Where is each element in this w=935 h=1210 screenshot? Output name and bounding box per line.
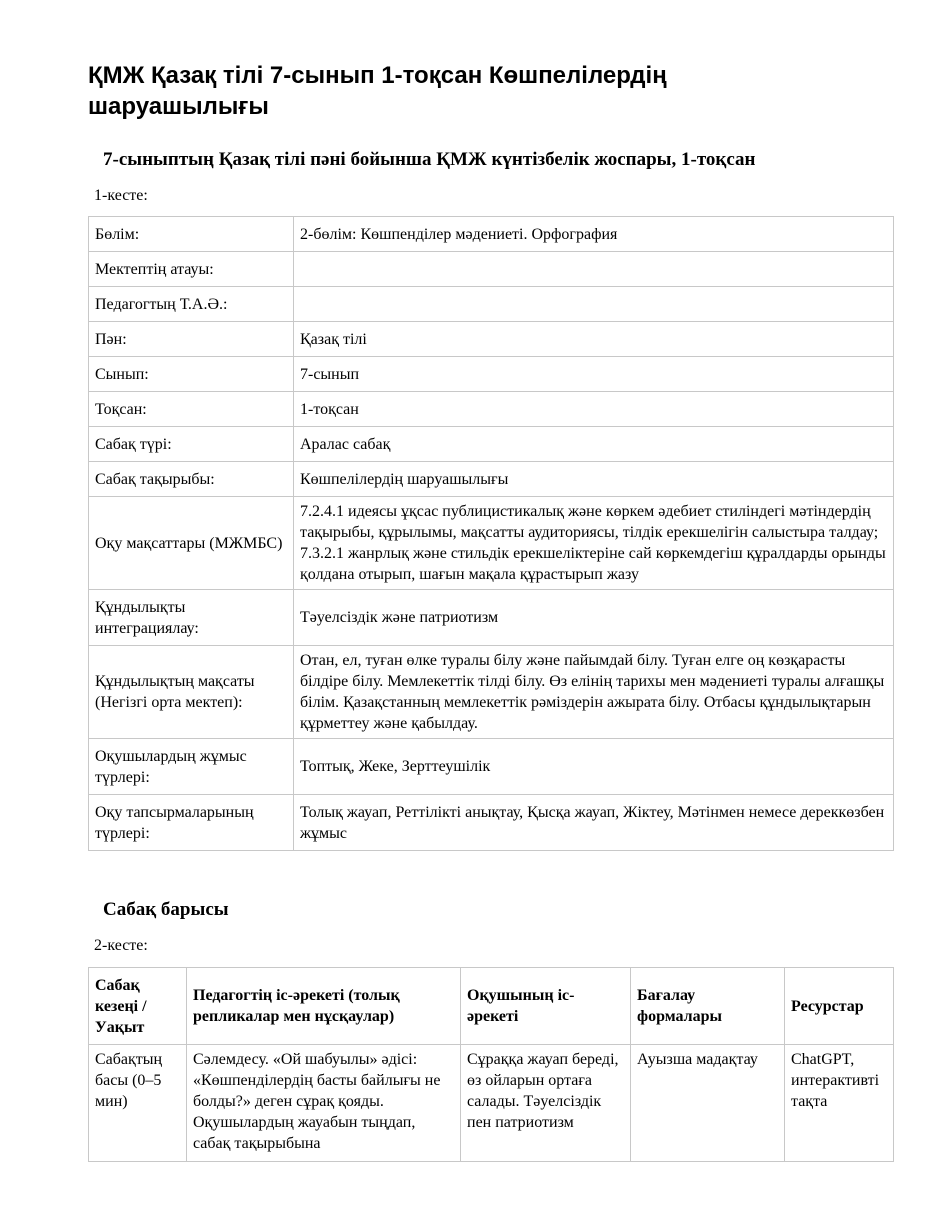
table-row bbox=[89, 217, 894, 252]
table-row bbox=[89, 357, 894, 392]
column-header-stage: Сабақ кезеңі / Уақыт bbox=[89, 968, 187, 1045]
row-label: Оқу мақсаттары (МЖМБС) bbox=[89, 497, 294, 590]
column-header-resources: Ресурстар bbox=[785, 968, 894, 1045]
page-title: ҚМЖ Қазақ тілі 7-сынып 1-тоқсан Көшпелілердің шаруашылығы bbox=[88, 62, 667, 120]
row-label: Сабақ тақырыбы: bbox=[89, 462, 294, 497]
row-label: Тоқсан: bbox=[89, 392, 294, 427]
table-row bbox=[89, 739, 894, 795]
row-value: 1-тоқсан bbox=[294, 392, 894, 427]
table-row bbox=[89, 795, 894, 851]
row-value bbox=[294, 252, 894, 287]
table1-caption: 1-кесте: bbox=[94, 187, 148, 204]
row-label: Пән: bbox=[89, 322, 294, 357]
resources-cell: ChatGPT, интерактивті тақта bbox=[785, 1045, 894, 1162]
row-label: Сынып: bbox=[89, 357, 294, 392]
teacher-cell: Сәлемдесу. «Ой шабуылы» әдісі: «Көшпенділердің басты байлығы не болды?» деген сұрақ қояды. Оқушылардың жауабын тыңдап, сабақ тақырыбына bbox=[187, 1045, 461, 1162]
row-value: Қазақ тілі bbox=[294, 322, 894, 357]
row-label: Құндылықтың мақсаты (Негізгі орта мектеп): bbox=[89, 646, 294, 739]
row-value: Толық жауап, Реттілікті анықтау, Қысқа жауап, Жіктеу, Мәтінмен немесе дереккөзбен жұмыс bbox=[294, 795, 894, 851]
table-row bbox=[89, 392, 894, 427]
row-value: 2-бөлім: Көшпенділер мәдениеті. Орфография bbox=[294, 217, 894, 252]
document-subtitle: 7-сыныптың Қазақ тілі пәні бойынша ҚМЖ күнтізбелік жоспары, 1-тоқсан bbox=[103, 149, 756, 170]
row-value: Тәуелсіздік және патриотизм bbox=[294, 590, 894, 646]
row-value: Аралас сабақ bbox=[294, 427, 894, 462]
table-row bbox=[89, 462, 894, 497]
row-label: Бөлім: bbox=[89, 217, 294, 252]
row-label: Құндылықты интеграциялау: bbox=[89, 590, 294, 646]
table-row bbox=[89, 590, 894, 646]
row-value: 7-сынып bbox=[294, 357, 894, 392]
table-row bbox=[89, 252, 894, 287]
row-value: Топтық, Жеке, Зерттеушілік bbox=[294, 739, 894, 795]
table-row bbox=[89, 497, 894, 590]
row-value bbox=[294, 287, 894, 322]
table-header-row bbox=[89, 968, 894, 1045]
student-cell: Сұраққа жауап береді, өз ойларын ортаға салады. Тәуелсіздік пен патриотизм bbox=[461, 1045, 631, 1162]
row-label: Мектептің атауы: bbox=[89, 252, 294, 287]
column-header-student: Оқушының іс-әрекеті bbox=[461, 968, 631, 1045]
column-header-teacher: Педагогтің іс-әрекеті (толық репликалар мен нұсқаулар) bbox=[187, 968, 461, 1045]
section-title: Сабақ барысы bbox=[103, 899, 229, 920]
table2-caption: 2-кесте: bbox=[94, 937, 148, 954]
row-label: Оқушылардың жұмыс түрлері: bbox=[89, 739, 294, 795]
row-value: Көшпелілердің шаруашылығы bbox=[294, 462, 894, 497]
row-label: Сабақ түрі: bbox=[89, 427, 294, 462]
table-row bbox=[89, 287, 894, 322]
row-label: Оқу тапсырмаларының түрлері: bbox=[89, 795, 294, 851]
table-row bbox=[89, 427, 894, 462]
stage-cell: Сабақтың басы (0–5 мин) bbox=[89, 1045, 187, 1162]
column-header-assessment: Бағалау формалары bbox=[631, 968, 785, 1045]
row-value: 7.2.4.1 идеясы ұқсас публицистикалық және көркем әдебиет стиліндегі мәтіндердің тақырыбы, құрылымы, мақсатты аудиториясы, тілдік ерекшелігін салыстыра талдау; 7.3.2.1 жанрлық және стильдік ерекшеліктеріне сай көркемдегіш құралдарды орынды қолдана отырып, шағын мақала құрастырып жазу bbox=[294, 497, 894, 590]
table-row bbox=[89, 1045, 894, 1162]
table-row bbox=[89, 646, 894, 739]
row-label: Педагогтың Т.А.Ә.: bbox=[89, 287, 294, 322]
assessment-cell: Ауызша мадақтау bbox=[631, 1045, 785, 1162]
row-value: Отан, ел, туған өлке туралы білу және пайымдай білу. Туған елге оң көзқарасты білдіре білу. Мемлекеттік тілді білу. Өз елінің тарихы мен мәдениеті туралы алғашқы білім. Қазақстанның мемлекеттік рәміздерін ажырата білу. Отбасы құндылықтарын құрметтеу және қабылдау. bbox=[294, 646, 894, 739]
table-row bbox=[89, 322, 894, 357]
lesson-table bbox=[88, 967, 894, 1162]
info-table bbox=[88, 216, 894, 851]
